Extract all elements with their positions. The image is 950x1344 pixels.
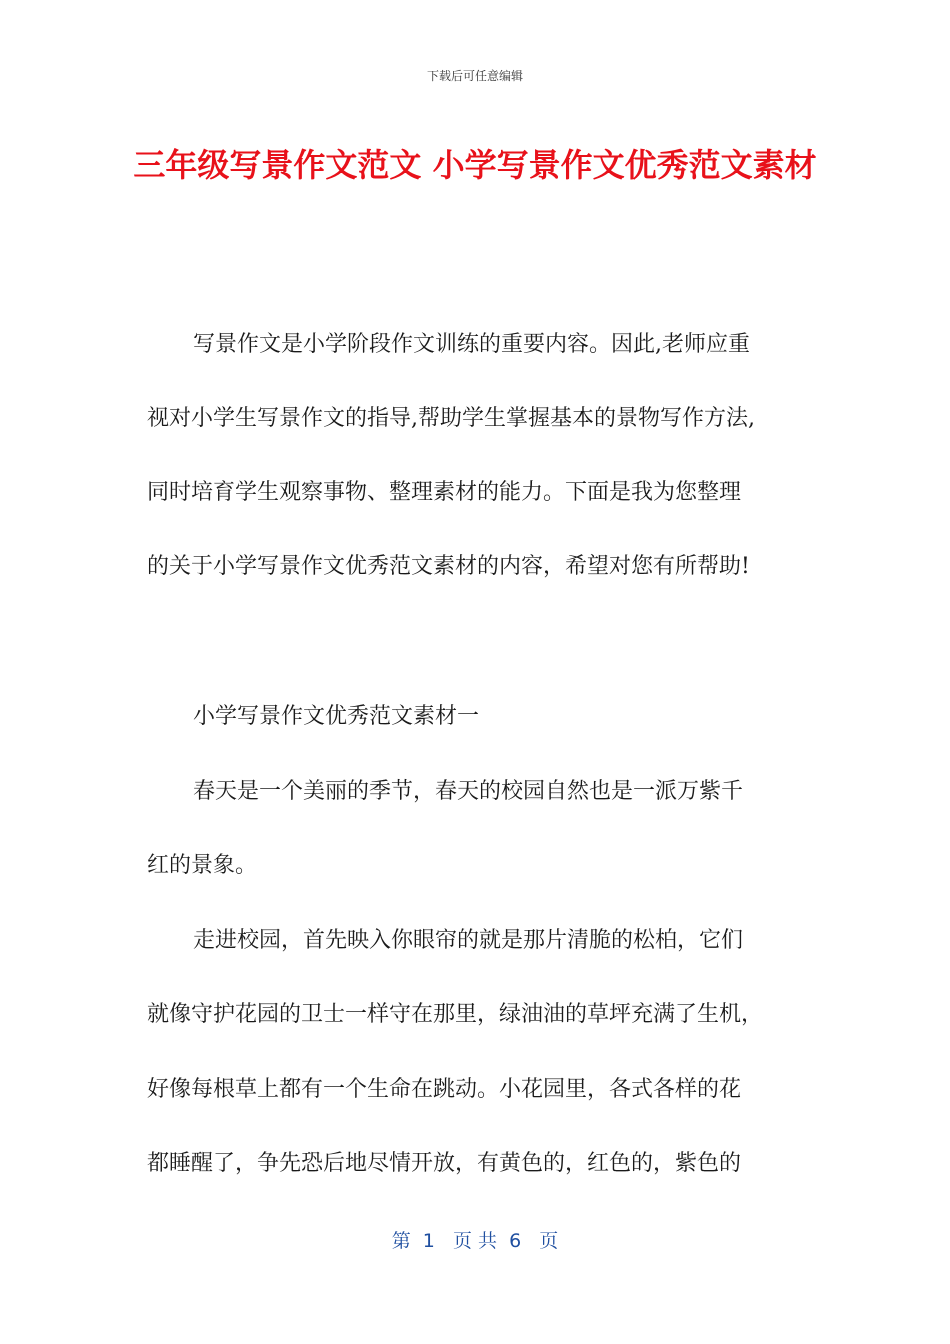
paragraph-line: 就像守护花园的卫士一样守在那里，绿油油的草坪充满了生机， xyxy=(147,1002,764,1027)
page-footer: 第 1 页 共 6 页 xyxy=(391,1230,559,1252)
section-heading: 小学写景作文优秀范文素材一 xyxy=(193,704,480,729)
intro-line: 的关于小学写景作文优秀范文素材的内容，希望对您有所帮助! xyxy=(147,554,750,579)
intro-line: 同时培育学生观察事物、整理素材的能力。下面是我为您整理 xyxy=(147,480,742,505)
page-title: 三年级写景作文范文 小学写景作文优秀范文素材 xyxy=(133,146,817,184)
header-note: 下载后可任意编辑 xyxy=(426,69,523,83)
paragraph-line: 都睡醒了，争先恐后地尽情开放，有黄色的，红色的，紫色的 xyxy=(147,1151,742,1176)
intro-line: 视对小学生写景作文的指导,帮助学生掌握基本的景物写作方法, xyxy=(147,406,755,431)
paragraph-line: 红的景象。 xyxy=(147,853,258,878)
paragraph-line: 走进校园，首先映入你眼帘的就是那片清脆的松柏，它们 xyxy=(193,928,744,953)
paragraph-line: 好像每根草上都有一个生命在跳动。小花园里，各式各样的花 xyxy=(147,1077,742,1102)
paragraph-line: 春天是一个美丽的季节，春天的校园自然也是一派万紫千 xyxy=(193,779,744,804)
intro-line: 写景作文是小学阶段作文训练的重要内容。因此,老师应重 xyxy=(193,332,750,357)
